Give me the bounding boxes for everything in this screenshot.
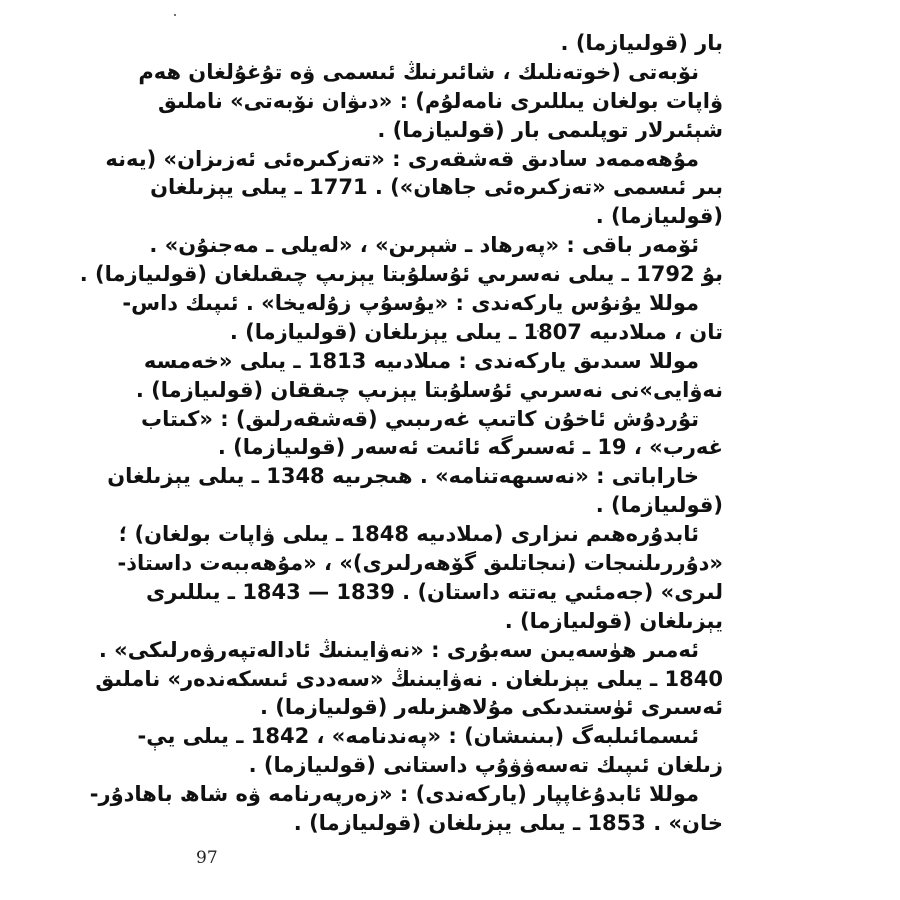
text-line: موللا يۇنۇس ياركەندى : «يۇسۇپ زۇلەيخا» . ئىپىك داس-	[122, 291, 699, 315]
text-line: (قولىيازما) .	[595, 204, 723, 228]
text-line: لىرى» (جەمئىي يەتتە داستان) . 1839 — 1843 ـ يىللىرى	[146, 580, 723, 604]
text-line: ئابدۇرەھىم نىزارى (مىلادىيە 1848 ـ يىلى ۋاپات بولغان) ؛	[118, 522, 699, 546]
text-line: زىلغان ئىپىك تەسەۋۋۇپ داستانى (قولىيازما) .	[248, 753, 723, 777]
text-line: شېئىرلار توپلىمى بار (قولىيازما) .	[377, 118, 723, 142]
text-line: يېزىلغان (قولىيازما) .	[504, 609, 723, 633]
text-line: خاراباتى : «نەسىھەتنامە» . ھىجرىيە 1348 ـ يىلى يېزىلغان	[107, 464, 699, 488]
text-line: ئۆمەر باقى : «پەرھاد ـ شېرىن» ، «لەيلى ـ مەجنۇن» .	[149, 233, 699, 257]
text-line: بار (قولىيازما) .	[560, 31, 723, 55]
text-line: (قولىيازما) .	[595, 493, 723, 517]
text-line: 1840 ـ يىلى يېزىلغان . نەۋايىنىڭ «سەددى ئىسكەندەر» ناملىق	[95, 667, 723, 691]
text-line: ئەسىرى ئۈستىدىكى مۇلاھىزىلەر (قولىيازما) .	[260, 695, 723, 719]
text-line: ۋاپات بولغان يىللىرى نامەلۇم) : «دىۋان نۆبەتى» ناملىق	[157, 89, 723, 113]
page-number: 97	[196, 848, 218, 868]
text-line: موللا ئابدۇغاپپار (ياركەندى) : «زەرپەرنامە ۋە شاھ باھادۇر-	[89, 782, 699, 806]
text-line: بىر ئىسمى «تەزكىرەئى جاھان») . 1771 ـ يىلى يېزىلغان	[150, 175, 723, 199]
text-line: ئىسمائىلبەگ (بىنىشان) : «پەندنامە» ، 1842 ـ يىلى يې-	[137, 724, 699, 748]
text-line: نۆبەتى (خوتەنلىك ، شائىرنىڭ ئىسمى ۋە تۇغۇلغان ھەم	[138, 60, 699, 84]
text-line: خان» . 1853 ـ يىلى يېزىلغان (قولىيازما) .	[293, 811, 723, 835]
text-line: نەۋايى»نى نەسرىي ئۇسلۇبتا يېزىپ چىققان (قولىيازما) .	[135, 378, 723, 402]
text-line: تان ، مىلادىيە 1807 ـ يىلى يېزىلغان (قولىيازما) .	[229, 320, 723, 344]
text-line: موللا سىدىق ياركەندى : مىلادىيە 1813 ـ يىلى «خەمسە	[143, 349, 699, 373]
text-line: غەرب» ، 19 ـ ئەسىرگە ئائىت ئەسەر (قولىيازما) .	[217, 435, 723, 459]
text-line: مۇھەممەد سادىق قەشقەرى : «تەزكىرەئى ئەزىزان» (يەنە	[105, 147, 699, 171]
scan-speck	[174, 14, 176, 16]
text-line: ئەمىر ھۈسەيىن سەبۇرى : «نەۋايىنىڭ ئادالەتپەرۋەرلىكى» .	[98, 638, 699, 662]
text-line: تۇردۇش ئاخۇن كاتىپ غەرىبىي (قەشقەرلىق) : «كىتاب	[140, 407, 699, 431]
text-line: بۇ 1792 ـ يىلى نەسرىي ئۇسلۇبتا يېزىپ چىقىلغان (قولىيازما) .	[79, 262, 723, 286]
text-line: «دۇررىلنىجات (نىجاتلىق گۆھەرلىرى)» ، «مۇھەببەت داستاذ-	[117, 551, 723, 575]
